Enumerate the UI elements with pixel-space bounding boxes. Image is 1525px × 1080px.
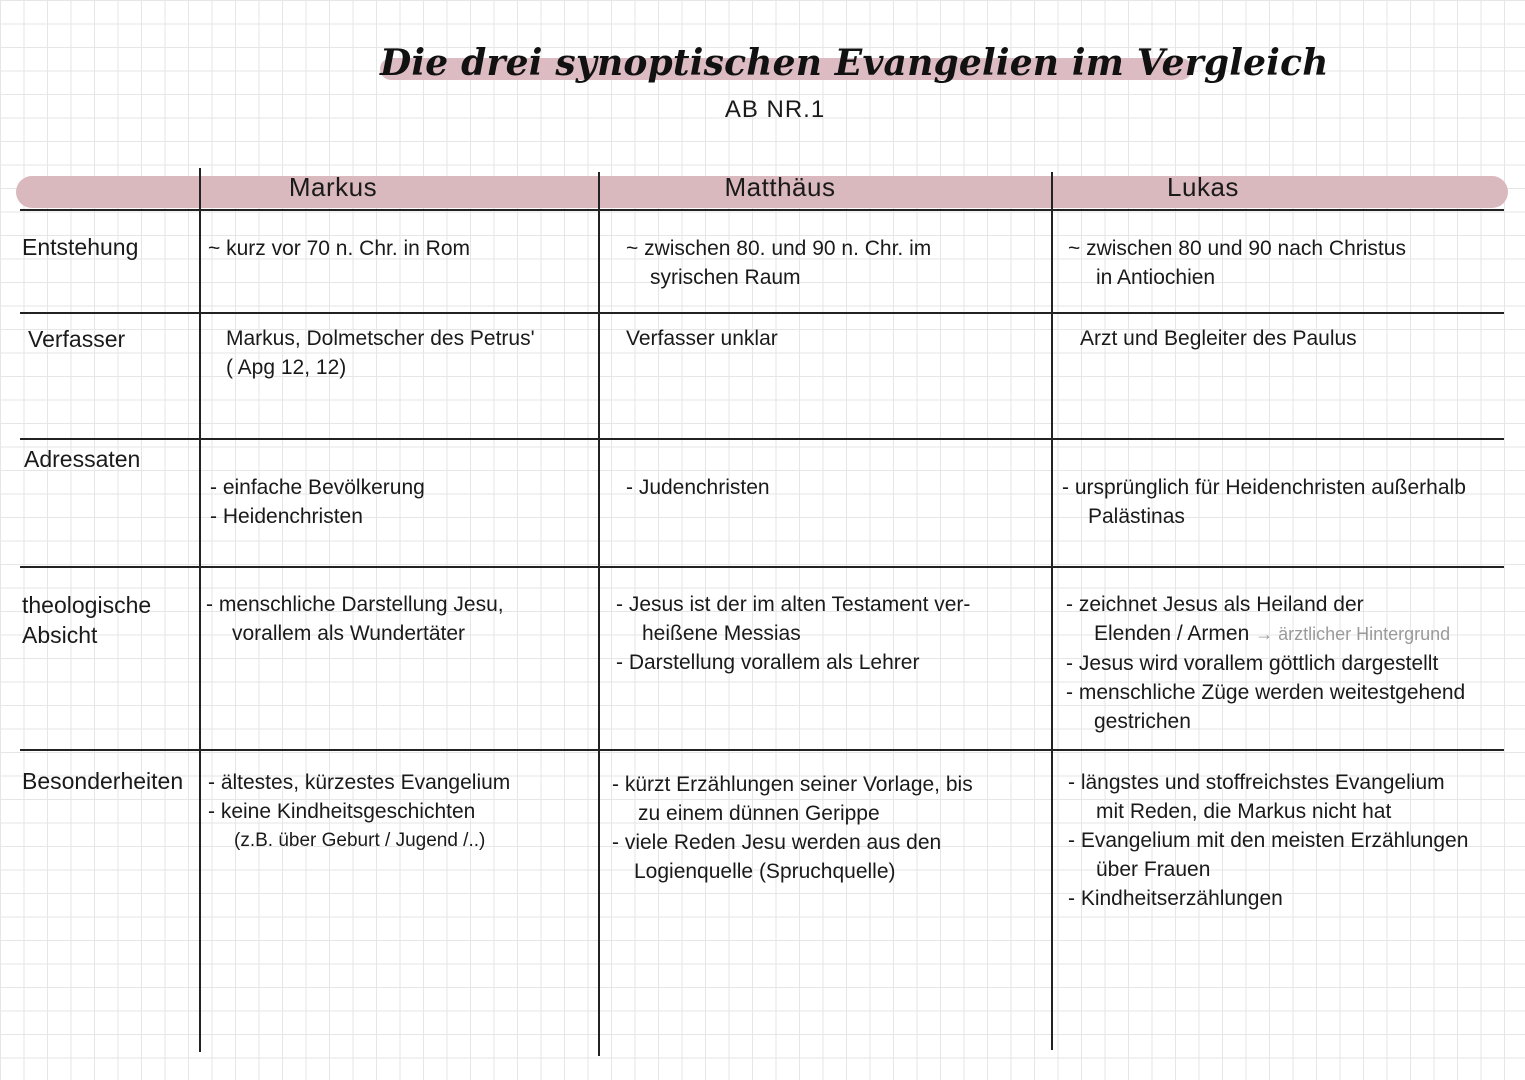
cell-line: ~ zwischen 80. und 90 n. Chr. im (626, 237, 932, 260)
cell-markus-besonderheiten (208, 768, 510, 855)
cell-line: - keine Kindheitsgeschichten (208, 800, 476, 823)
cell-line: - zeichnet Jesus als Heiland der (1066, 593, 1364, 616)
cell-line: - Judenchristen (626, 476, 770, 499)
row-label-line: Absicht (22, 622, 98, 648)
row-label-besonderheiten: Besonderheiten (22, 768, 184, 794)
cell-line: - Evangelium mit den meisten Erzählungen (1068, 829, 1469, 852)
cell-matthaeus-adressaten (626, 473, 770, 502)
cell-line: Arzt und Begleiter des Paulus (1080, 327, 1357, 350)
cell-line: - längstes und stoffreichstes Evangelium (1068, 771, 1445, 794)
row-label-theologische-absicht (22, 590, 197, 650)
cell-line: ~ zwischen 80 und 90 nach Christus (1068, 237, 1406, 260)
cell-line: - einfache Bevölkerung (210, 476, 425, 499)
cell-line: - viele Reden Jesu werden aus den (612, 831, 942, 854)
table-rule (20, 749, 1504, 751)
cell-matthaeus-entstehung (626, 234, 931, 292)
cell-line: Markus, Dolmetscher des Petrus' (226, 327, 535, 350)
cell-line (1066, 619, 1465, 649)
cell-line: - kürzt Erzählungen seiner Vorlage, bis (612, 773, 973, 796)
cell-line: - menschliche Darstellung Jesu, (206, 593, 504, 616)
cell-line: in Antiochien (1096, 266, 1216, 289)
column-divider (199, 168, 201, 1052)
title-block (380, 40, 1329, 90)
cell-line: - Jesus ist der im alten Testament ver- (616, 593, 971, 616)
cell-lukas-absicht (1066, 590, 1465, 736)
column-header-lukas: Lukas (1167, 172, 1239, 202)
column-header-markus: Markus (288, 172, 378, 202)
table-rule (20, 312, 1504, 314)
cell-line: syrischen Raum (650, 266, 801, 289)
cell-lukas-adressaten (1062, 473, 1466, 531)
cell-text: Elenden / Armen (1094, 622, 1250, 645)
cell-markus-absicht (206, 590, 504, 648)
cell-line: zu einem dünnen Gerippe (638, 802, 880, 825)
cell-matthaeus-besonderheiten (612, 770, 973, 886)
cell-line: - Heidenchristen (210, 505, 363, 528)
row-label-line: theologische (22, 592, 152, 618)
cell-line: - ältestes, kürzestes Evangelium (208, 771, 511, 794)
cell-line: Palästinas (1088, 505, 1185, 528)
cell-lukas-verfasser (1080, 324, 1357, 353)
page-title: Die drei synoptischen Evangelien im Vergleich (380, 42, 1329, 84)
column-divider (1051, 172, 1053, 1050)
row-label-adressaten: Adressaten (24, 446, 141, 472)
cell-lukas-entstehung (1068, 234, 1406, 292)
cell-line: mit Reden, die Markus nicht hat (1096, 800, 1392, 823)
cell-line: - Jesus wird vorallem göttlich dargestellt (1066, 652, 1439, 675)
cell-line: Verfasser unklar (626, 327, 778, 350)
cell-matthaeus-absicht (616, 590, 970, 677)
cell-line: gestrichen (1094, 710, 1191, 733)
cell-line: Logienquelle (Spruchquelle) (634, 860, 896, 883)
worksheet-number: AB NR.1 (724, 96, 826, 123)
cell-line: ~ kurz vor 70 n. Chr. in Rom (208, 237, 471, 260)
cell-line: heißene Messias (642, 622, 801, 645)
cell-line: - menschliche Züge werden weitestgehend (1066, 681, 1466, 704)
row-label-entstehung: Entstehung (22, 234, 139, 260)
cell-matthaeus-verfasser (626, 324, 778, 353)
cell-line: - Kindheitserzählungen (1068, 887, 1283, 910)
cell-line: - Darstellung vorallem als Lehrer (616, 651, 920, 674)
cell-line: vorallem als Wundertäter (232, 622, 466, 645)
cell-line: (z.B. über Geburt / Jugend /..) (234, 830, 486, 851)
cell-markus-verfasser (226, 324, 535, 382)
cell-lukas-besonderheiten (1068, 768, 1468, 913)
cell-line: über Frauen (1096, 858, 1211, 881)
row-label-verfasser: Verfasser (28, 326, 126, 352)
column-header-matthaeus: Matthäus (724, 172, 836, 202)
column-divider (598, 172, 600, 1056)
table-rule (20, 438, 1504, 440)
table-rule (20, 209, 1504, 211)
cell-note: → ärztlicher Hintergrund (1255, 624, 1451, 644)
cell-line: ( Apg 12, 12) (226, 356, 347, 379)
table-rule (20, 566, 1504, 568)
cell-line: - ursprünglich für Heidenchristen außerhalb (1062, 476, 1466, 499)
cell-markus-entstehung (208, 234, 470, 263)
cell-markus-adressaten (210, 473, 425, 531)
